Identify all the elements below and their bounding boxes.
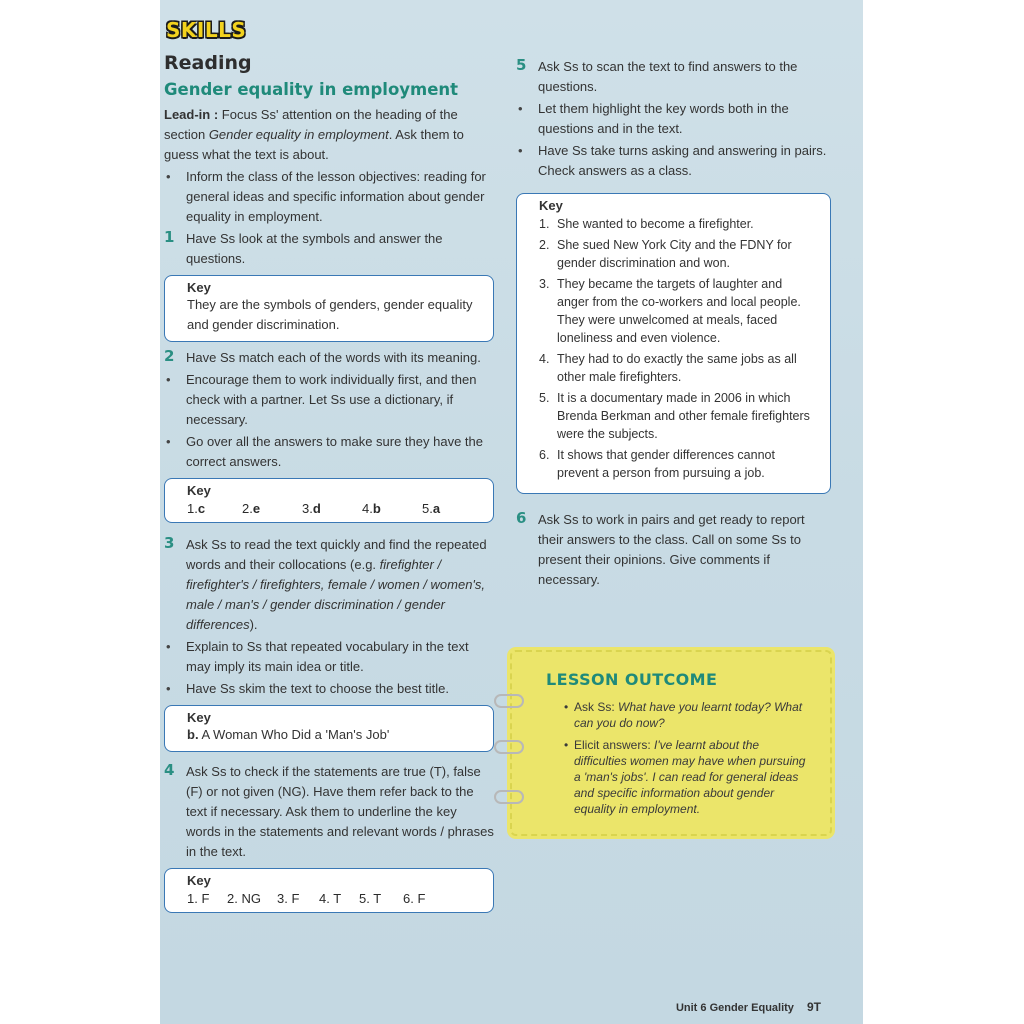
key-answer: 1. F	[187, 891, 210, 906]
list-item: 1. She wanted to become a firefighter.	[539, 217, 754, 231]
key-title: Key	[187, 280, 211, 295]
binder-ring-icon	[494, 740, 524, 754]
lead-in	[164, 105, 494, 165]
key-answer: 3.d	[302, 501, 321, 516]
step-3-bullets	[164, 637, 494, 699]
lead-in-text-end: . Ask them to guess what the text is about.	[164, 127, 464, 162]
key-answer: 5. T	[359, 891, 382, 906]
lesson-outcome-title: LESSON OUTCOME	[546, 670, 718, 689]
key-answers	[187, 501, 473, 516]
unit-label: Unit 6 Gender Equality	[675, 1002, 794, 1014]
key-answer: 4.b	[362, 501, 381, 516]
key-box-3	[164, 705, 494, 752]
list-item: • Encourage them to work individually first, and then check with a partner. Let Ss use a dictionary, if necessary.	[164, 370, 494, 430]
step-1	[164, 229, 494, 269]
lead-in-text: Focus Ss' attention on the heading of the section	[164, 107, 458, 142]
list-item: 2. She sued New York City and the FDNY for gender discrimination and won.	[539, 238, 792, 270]
list-item: 3. They became the targets of laughter and anger from the co-workers and local people. They were unwelcomed at meals, faced loneliness and even violence.	[539, 277, 801, 345]
key-answer: 4. T	[319, 891, 342, 906]
page-number: 9T	[806, 1000, 821, 1014]
lead-in-italic: Gender equality in employment	[208, 127, 389, 142]
skills-banner: SKILLS	[166, 18, 247, 42]
page	[160, 0, 863, 1024]
lead-in-label: Lead-in :	[164, 107, 219, 122]
lesson-outcome-list	[574, 699, 814, 817]
step-text: Ask Ss to read the text quickly and find the repeated words and their collocations (e.g. firefighter / firefighter's / firefighters, female / women / women's, male / man's / gender discrimination / gender differences).	[186, 537, 487, 632]
step-4	[164, 762, 494, 862]
list-item: • Ask Ss: What have you learnt today? What can you do now?	[574, 699, 814, 731]
binder-ring-icon	[494, 790, 524, 804]
page-footer	[676, 1000, 821, 1014]
step-text: Ask Ss to work in pairs and get ready to report their answers to the class. Call on some Ss to present their opinions. Give comments if necessary.	[538, 512, 805, 587]
key-answer: 3. F	[277, 891, 300, 906]
key-title: Key	[187, 710, 211, 725]
key-text: They are the symbols of genders, gender equality and gender discrimination.	[187, 297, 473, 332]
step-text: Ask Ss to scan the text to find answers to the questions.	[538, 59, 798, 94]
step-number: 4	[164, 761, 175, 779]
list-item: • Have Ss take turns asking and answering in pairs. Check answers as a class.	[516, 141, 831, 181]
key-title: Key	[187, 873, 211, 888]
key-box-1	[164, 275, 494, 342]
lesson-outcome-card	[510, 650, 832, 836]
key-box-4	[164, 868, 494, 913]
step-3	[164, 535, 494, 635]
key-title: Key	[539, 198, 563, 213]
step-2	[164, 348, 494, 368]
step-5	[516, 57, 831, 97]
list-item: • Explain to Ss that repeated vocabulary in the text may imply its main idea or title.	[164, 637, 494, 677]
step-number: 1	[164, 228, 175, 246]
key-box-2	[164, 478, 494, 523]
left-column	[164, 18, 494, 919]
step-2-bullets	[164, 370, 494, 472]
list-item: • Let them highlight the key words both in the questions and in the text.	[516, 99, 831, 139]
step-number: 2	[164, 347, 175, 365]
step-5-bullets	[516, 99, 831, 181]
list-item: 5. It is a documentary made in 2006 in which Brenda Berkman and other female firefighters were the subjects.	[539, 391, 810, 441]
step-number: 3	[164, 534, 175, 552]
step-number: 6	[516, 509, 527, 527]
list-item: • Elicit answers: I've learnt about the difficulties women may have when pursuing a 'man's jobs'. I can read for general ideas and specific information about gender equality in employment.	[574, 737, 814, 817]
binder-ring-icon	[494, 694, 524, 708]
key-answer: 1.c	[187, 501, 206, 516]
list-item: • Inform the class of the lesson objectives: reading for general ideas and specific information about gender equality in employment.	[164, 167, 494, 227]
step-text: Have Ss match each of the words with its meaning.	[186, 350, 481, 365]
list-item: 4. They had to do exactly the same jobs as all other male firefighters.	[539, 352, 797, 384]
step-text: Ask Ss to check if the statements are true (T), false (F) or not given (NG). Have them refer back to the text if necessary. Ask them to underline the key words in the statements and relevant words / phrases in the text.	[186, 764, 494, 859]
key-box-5	[516, 193, 831, 494]
key-text: b. A Woman Who Did a 'Man's Job'	[187, 727, 390, 742]
step-number: 5	[516, 56, 527, 74]
lead-in-bullets	[164, 167, 494, 227]
list-item: • Go over all the answers to make sure they have the correct answers.	[164, 432, 494, 472]
key-answer: 2. NG	[227, 891, 261, 906]
right-column	[516, 55, 831, 590]
key-answer: 2.e	[242, 501, 261, 516]
list-item: 6. It shows that gender differences cannot prevent a person from pursuing a job.	[539, 448, 775, 480]
step-text: Have Ss look at the symbols and answer the questions.	[186, 231, 443, 266]
key-answers	[187, 891, 473, 906]
section-heading: Reading	[164, 52, 252, 74]
key-list	[539, 215, 810, 482]
step-6	[516, 510, 831, 590]
section-subheading: Gender equality in employment	[164, 80, 459, 99]
key-title: Key	[187, 483, 211, 498]
list-item: • Have Ss skim the text to choose the best title.	[164, 679, 494, 699]
key-answer: 5.a	[422, 501, 441, 516]
key-answer: 6. F	[403, 891, 426, 906]
